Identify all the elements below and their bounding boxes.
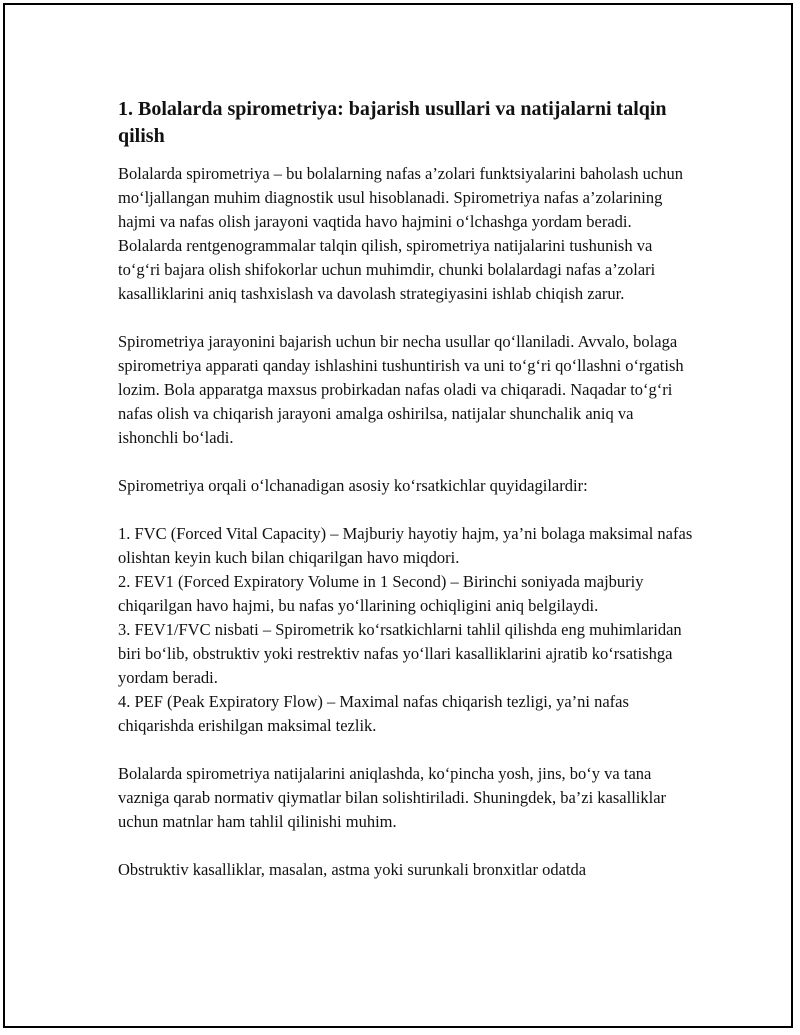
paragraph-normative: Bolalarda spirometriya natijalarini aniqlashda, ko‘pincha yosh, jins, bo‘y va tana vazniga qarab normativ qiymatlar bilan solishtiriladi. Shuningdek, ba’zi kasalliklar uchun matnlar ham tahlil qilinishi muhim.	[118, 764, 667, 831]
list-item-fev1-fvc: 3. FEV1/FVC nisbati – Spirometrik ko‘rsatkichlarni tahlil qilishda eng muhimlaridan biri bo‘lib, obstruktiv yoki restrektiv nafas yo‘llari kasalliklarini ajratib ko‘rsatishga yordam beradi.	[118, 620, 682, 687]
list-item-fvc: 1. FVC (Forced Vital Capacity) – Majburiy hayotiy hajm, ya’ni bolaga maksimal nafas olishtan keyin kuch bilan chiqarilgan havo miqdori.	[118, 524, 693, 567]
paragraph-intro: Bolalarda spirometriya – bu bolalarning nafas a’zolari funktsiyalarini baholash uchun mo‘ljallangan muhim diagnostik usul hisoblanadi. Spirometriya nafas a’zolarining hajmi va nafas olish jarayoni vaqtida havo hajmini o‘lchashga yordam beradi. Bolalarda rentgenogrammalar talqin qilish, spirometriya natijalarini tushunish va to‘g‘ri bajara olish shifokorlar uchun muhimdir, chunki bolalardagi nafas a’zolari kasalliklarini aniq tashxislash va davolash strategiyasini ishlab chiqish zarur.	[118, 164, 683, 303]
document-body	[118, 96, 693, 906]
paragraph-methods: Spirometriya jarayonini bajarish uchun bir necha usullar qo‘llaniladi. Avvalo, bolaga spirometriya apparati qanday ishlashini tushuntirish va uni to‘g‘ri qo‘llashni o‘rgatish lozim. Bola apparatga maxsus probirkadan nafas oladi va chiqaradi. Naqadar to‘g‘ri nafas olish va chiqarish jarayoni amalga oshirilsa, natijalar shunchalik aniq va ishonchli bo‘ladi.	[118, 332, 684, 447]
paragraph-indicators-intro: Spirometriya orqali o‘lchanadigan asosiy ko‘rsatkichlar quyidagilardir:	[118, 476, 588, 495]
list-item-pef: 4. PEF (Peak Expiratory Flow) – Maximal nafas chiqarish tezligi, ya’ni nafas chiqarishda erishilgan maksimal tezlik.	[118, 692, 629, 735]
list-item-fev1: 2. FEV1 (Forced Expiratory Volume in 1 Second) – Birinchi soniyada majburiy chiqarilgan havo hajmi, bu nafas yo‘llarining ochiqligini aniq belgilaydi.	[118, 572, 644, 615]
paragraph-obstructive: Obstruktiv kasalliklar, masalan, astma yoki surunkali bronxitlar odatda	[118, 860, 587, 879]
document-title: 1. Bolalarda spirometriya: bajarish usullari va natijalarni talqin qilish	[118, 98, 667, 147]
indicators-list	[118, 522, 693, 738]
